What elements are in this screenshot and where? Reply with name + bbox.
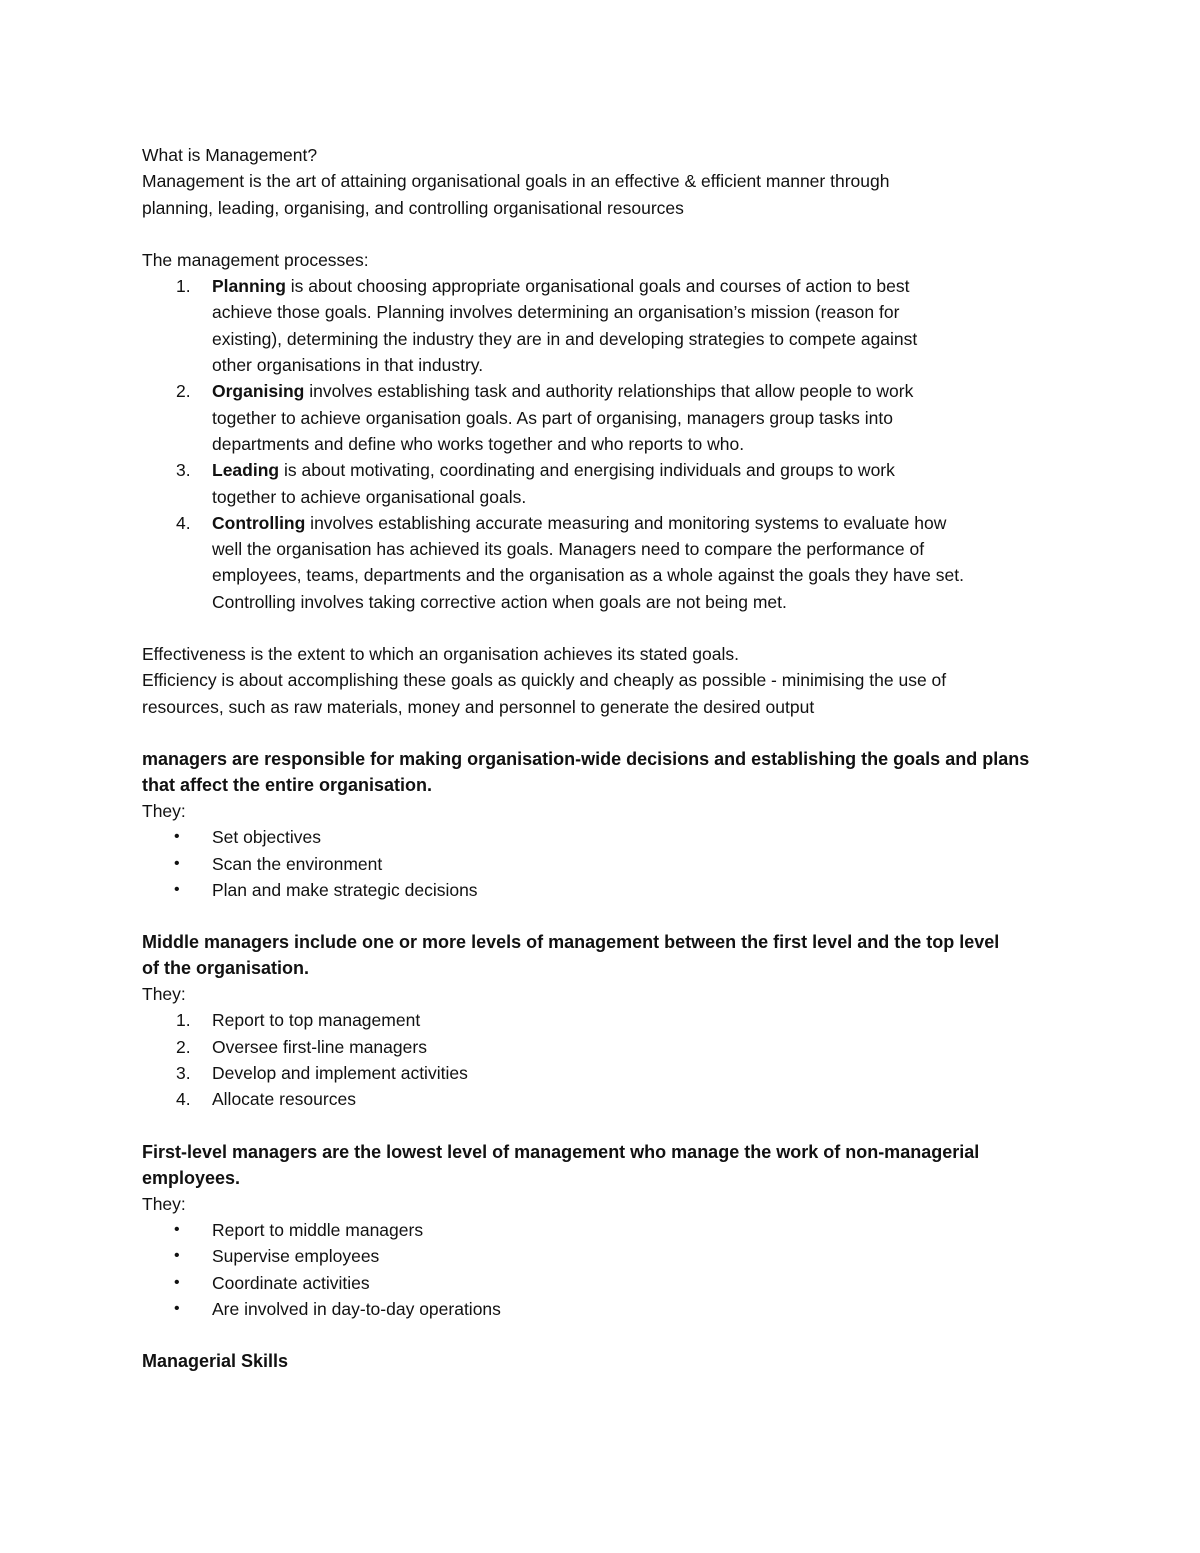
list-number: 4. [176, 512, 191, 533]
list-item: 3. Develop and implement activities [142, 1060, 1072, 1086]
effectiveness-text: Effectiveness is the extent to which an organisation achieves its stated goals. [142, 644, 739, 665]
process-term: Organising [212, 381, 305, 402]
bullet-icon: • [174, 880, 180, 898]
process-item-planning [142, 273, 1072, 378]
process-term: Leading [212, 460, 280, 481]
section-heading-top-managers: that affect the entire organisation. [142, 774, 433, 795]
process-text: involves establishing task and authority relationships that allow people to work [304, 381, 914, 402]
list-item: • Report to middle managers [142, 1217, 1072, 1243]
process-item-leading [142, 457, 1072, 510]
list-item: 1. Report to top management [142, 1007, 1072, 1033]
bullet-icon: • [174, 1220, 180, 1238]
section-heading-managerial-skills: Managerial Skills [142, 1351, 289, 1372]
they-label: They: [142, 800, 186, 821]
processes-lead: The management processes: [142, 249, 369, 270]
process-text: departments and define who works together and who reports to who. [212, 433, 745, 454]
process-text: achieve those goals. Planning involves determining an organisation’s mission (reason for [212, 302, 900, 323]
list-item: • Supervise employees [142, 1243, 1072, 1269]
list-number: 2. [176, 381, 191, 402]
first-level-managers-list [142, 1217, 1072, 1322]
process-term: Controlling [212, 512, 306, 533]
list-number: 4. [176, 1089, 191, 1110]
process-term: Planning [212, 276, 286, 297]
bullet-icon: • [174, 1299, 180, 1317]
process-text: involves establishing accurate measuring and monitoring systems to evaluate how [305, 512, 947, 533]
list-number: 3. [176, 1063, 191, 1084]
list-number: 1. [176, 276, 191, 297]
process-text: existing), determining the industry they are in and developing strategies to compete against [212, 328, 918, 349]
list-number: 2. [176, 1036, 191, 1057]
bullet-icon: • [174, 828, 180, 846]
list-item: • Plan and make strategic decisions [142, 877, 1072, 903]
section-heading-top-managers: managers are responsible for making organisation-wide decisions and establishing the goals and plans [142, 748, 1030, 769]
process-text: together to achieve organisational goals. [212, 486, 527, 507]
document-page [142, 142, 1072, 1374]
top-managers-list [142, 824, 1072, 903]
definition-line: Management is the art of attaining organisational goals in an effective & efficient manner through [142, 171, 890, 192]
process-text: together to achieve organisation goals. As part of organising, managers group tasks into [212, 407, 893, 428]
efficiency-text: resources, such as raw materials, money and personnel to generate the desired output [142, 696, 815, 717]
list-item: • Scan the environment [142, 851, 1072, 877]
they-label: They: [142, 984, 186, 1005]
section-heading-middle-managers: of the organisation. [142, 958, 310, 979]
list-number: 3. [176, 460, 191, 481]
bullet-icon: • [174, 854, 180, 872]
definition-line: planning, leading, organising, and controlling organisational resources [142, 197, 684, 218]
efficiency-text: Efficiency is about accomplishing these goals as quickly and cheaply as possible - minimising the use of [142, 670, 947, 691]
bullet-icon: • [174, 1273, 180, 1291]
list-item: • Set objectives [142, 824, 1072, 850]
process-text: well the organisation has achieved its goals. Managers need to compare the performance of [212, 539, 925, 560]
they-label: They: [142, 1193, 186, 1214]
process-text: Controlling involves taking corrective action when goals are not being met. [212, 591, 787, 612]
list-item: • Are involved in day-to-day operations [142, 1296, 1072, 1322]
middle-managers-list [142, 1007, 1072, 1112]
process-item-organising [142, 378, 1072, 457]
process-text: other organisations in that industry. [212, 355, 484, 376]
process-item-controlling [142, 510, 1072, 615]
intro-question: What is Management? [142, 145, 318, 165]
list-number: 1. [176, 1010, 191, 1031]
section-heading-middle-managers: Middle managers include one or more levels of management between the first level and the top level [142, 932, 1000, 953]
processes-list [142, 273, 1072, 615]
section-heading-first-level-managers: employees. [142, 1167, 241, 1188]
process-text: employees, teams, departments and the organisation as a whole against the goals they have set. [212, 565, 964, 586]
list-item: • Coordinate activities [142, 1270, 1072, 1296]
section-heading-first-level-managers: First-level managers are the lowest level of management who manage the work of non-managerial [142, 1141, 980, 1162]
list-item: 2. Oversee first-line managers [142, 1034, 1072, 1060]
process-text: is about motivating, coordinating and energising individuals and groups to work [279, 460, 895, 481]
process-text: is about choosing appropriate organisational goals and courses of action to best [285, 276, 910, 297]
list-item: 4. Allocate resources [142, 1086, 1072, 1112]
bullet-icon: • [174, 1247, 180, 1265]
